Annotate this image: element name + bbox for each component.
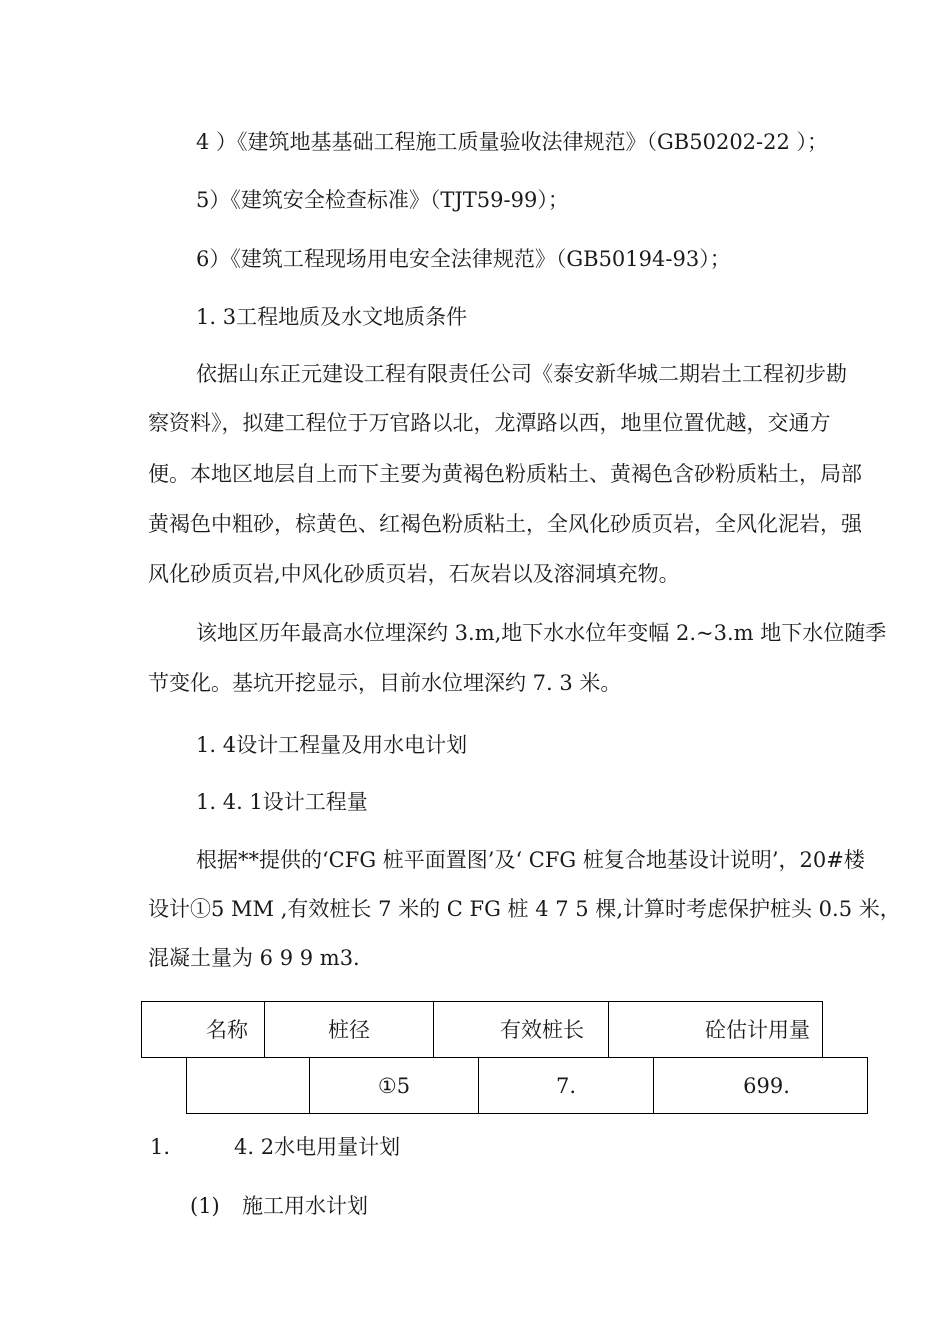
list-item-5: 5）《建筑安全检查标准》（TJT59-99）； — [196, 188, 569, 212]
table-cell-length: 7. — [478, 1057, 654, 1114]
paragraph-line: 混凝土量为 6 9 9 m3. — [148, 946, 360, 970]
table-header-concrete: 砼估计用量 — [608, 1001, 823, 1058]
section-heading-1-4-2-title: 4. 2水电用量计划 — [234, 1135, 401, 1159]
list-item-4: 4 ）《建筑地基基础工程施工质量验收法律规范》（GB50202-22 ）； — [196, 130, 829, 154]
paragraph-line: 察资料》，拟建工程位于万官路以北，龙潭路以西，地里位置优越，交通方 — [148, 411, 831, 435]
table-cell-diameter: ①5 — [309, 1057, 479, 1114]
paragraph-line: 根据**提供的‘CFG 桩平面置图’及‘ CFG 桩复合地基设计说明’，20#楼 — [196, 848, 865, 872]
subsection-title: 施工用水计划 — [242, 1194, 368, 1218]
paragraph-line: 该地区历年最高水位埋深约 3.m,地下水水位年变幅 2.~3.m 地下水位随季 — [196, 621, 887, 645]
section-heading-1-4-1: 1. 4. 1设计工程量 — [196, 790, 368, 814]
section-heading-1-4: 1. 4设计工程量及用水电计划 — [196, 733, 468, 757]
table-cell-name — [186, 1057, 310, 1114]
list-item-6: 6）《建筑工程现场用电安全法律规范》（GB50194-93）； — [196, 247, 731, 271]
table-header-name: 名称 — [141, 1001, 265, 1058]
table-header-diameter: 桩径 — [264, 1001, 434, 1058]
table-cell-concrete: 699. — [653, 1057, 868, 1114]
subsection-number: (1) — [190, 1194, 220, 1218]
paragraph-line: 黄褐色中粗砂，棕黄色、红褐色粉质粘土，全风化砂质页岩，全风化泥岩，强 — [148, 512, 862, 536]
paragraph-line: 依据山东正元建设工程有限责任公司《泰安新华城二期岩土工程初步勘 — [196, 362, 847, 386]
paragraph-line: 风化砂质页岩,中风化砂质页岩，石灰岩以及溶洞填充物。 — [148, 562, 680, 586]
table-header-length: 有效桩长 — [433, 1001, 609, 1058]
section-heading-1-4-2-number: 1. — [150, 1135, 171, 1159]
paragraph-line: 设计①5 MM ,有效桩长 7 米的 C FG 桩 4 7 5 棵,计算时考虑保护桩头 0.5 米， — [148, 897, 901, 921]
section-heading-1-3: 1. 3工程地质及水文地质条件 — [196, 305, 468, 329]
paragraph-line: 便。本地区地层自上而下主要为黄褐色粉质粘土、黄褐色含砂粉质粘土，局部 — [148, 462, 862, 486]
paragraph-line: 节变化。基坑开挖显示，目前水位埋深约 7. 3 米。 — [148, 671, 622, 695]
